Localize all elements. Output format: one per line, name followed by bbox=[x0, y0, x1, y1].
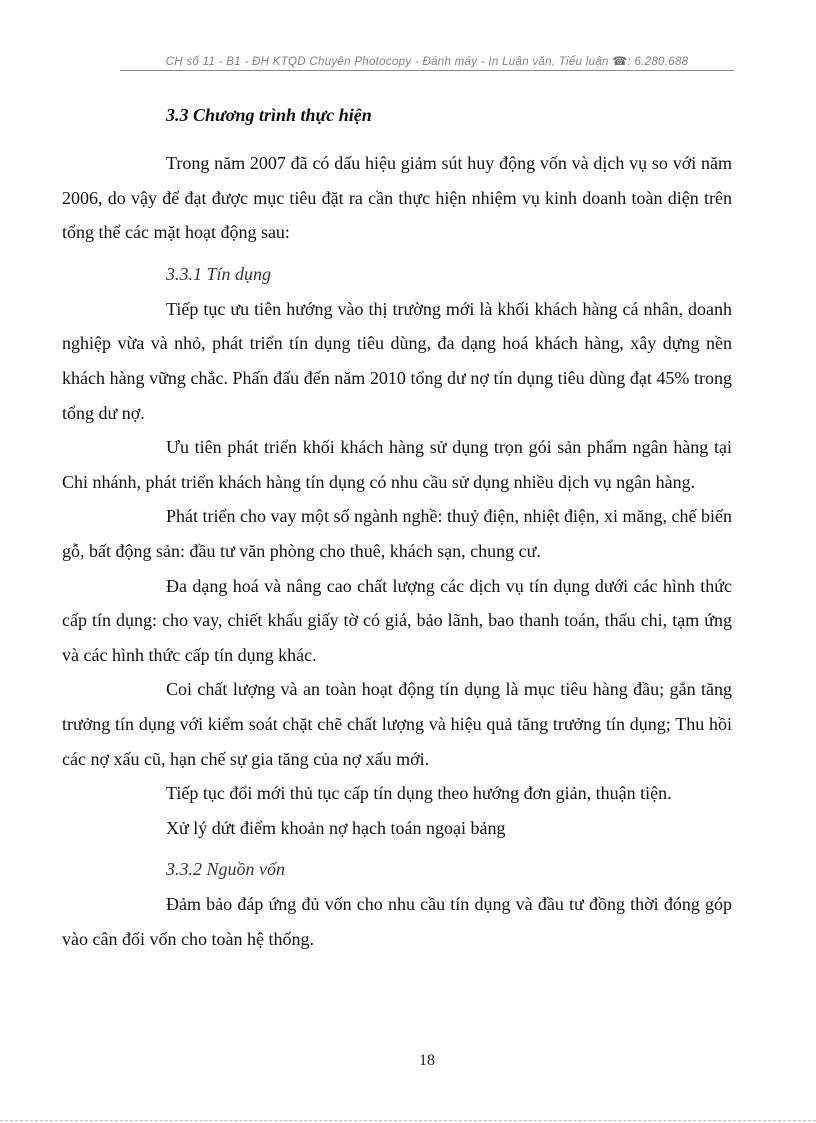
paragraph: Phát triển cho vay một số ngành nghề: thuỷ điện, nhiệt điện, xi măng, chế biến gỗ, bất động sản: đầu tư văn phòng cho thuê, khách sạn, chung cư. bbox=[62, 506, 732, 561]
intro-block bbox=[62, 146, 732, 250]
paragraph: Coi chất lượng và an toàn hoạt động tín dụng là mục tiêu hàng đầu; gắn tăng trưởng tín dụng với kiểm soát chặt chẽ chất lượng và hiệu quả tăng trưởng tín dụng; Thu hồi các nợ xấu cũ, hạn chế sự gia tăng của nợ xấu mới. bbox=[62, 679, 732, 769]
paragraph: Xử lý dứt điểm khoản nợ hạch toán ngoại bảng bbox=[166, 817, 506, 838]
page-content bbox=[62, 98, 732, 956]
running-header bbox=[120, 54, 734, 68]
intro-paragraph: Trong năm 2007 đã có dấu hiệu giảm sút huy động vốn và dịch vụ so với năm 2006, do vậy để đạt được mục tiêu đặt ra cần thực hiện nhiệm vụ kinh doanh toàn diện trên tổng thể các mặt hoạt động sau: bbox=[62, 153, 732, 243]
header-divider bbox=[120, 70, 734, 71]
page-number: 18 bbox=[419, 1052, 435, 1069]
page-bottom-edge bbox=[0, 1120, 816, 1121]
paragraph: Ưu tiên phát triển khối khách hàng sử dụng trọn gói sản phẩm ngân hàng tại Chi nhánh, phát triển khách hàng tín dụng có nhu cầu sử dụng nhiều dịch vụ ngân hàng. bbox=[62, 437, 732, 492]
section-title: 3.3 Chương trình thực hiện bbox=[166, 105, 372, 125]
credit-paragraphs bbox=[62, 292, 732, 846]
paragraph: Tiếp tục ưu tiên hướng vào thị trường mới là khối khách hàng cá nhân, doanh nghiệp vừa và nhỏ, phát triển tín dụng tiêu dùng, đa dạng hoá khách hàng, xây dựng nền khách hàng vững chắc. Phấn đấu đến năm 2010 tổng dư nợ tín dụng tiêu dùng đạt 45% trong tổng dư nợ. bbox=[62, 298, 732, 423]
subsection-title-credit: 3.3.1 Tín dụng bbox=[166, 263, 272, 284]
capital-paragraphs bbox=[62, 887, 732, 956]
telephone-icon: ☎ bbox=[612, 54, 628, 68]
paragraph: Tiếp tục đổi mới thủ tục cấp tín dụng theo hướng đơn giản, thuận tiện. bbox=[166, 783, 672, 804]
paragraph: Đảm bảo đáp ứng đủ vốn cho nhu cầu tín dụng và đầu tư đồng thời đóng góp vào cân đối vốn cho toàn hệ thống. bbox=[62, 894, 732, 949]
paragraph: Đa dạng hoá và nâng cao chất lượng các dịch vụ tín dụng dưới các hình thức cấp tín dụng: cho vay, chiết khấu giấy tờ có giá, bảo lãnh, bao thanh toán, thấu chi, tạm ứng và các hình thức cấp tín dụng khác. bbox=[62, 575, 732, 665]
header-text: CH số 11 - B1 - ĐH KTQD Chuyên Photocopy - Đánh máy - In Luận văn, Tiểu luận bbox=[165, 56, 609, 68]
header-phone: : 6.280.688 bbox=[627, 56, 689, 68]
subsection-title-capital: 3.3.2 Nguồn vốn bbox=[166, 859, 285, 880]
